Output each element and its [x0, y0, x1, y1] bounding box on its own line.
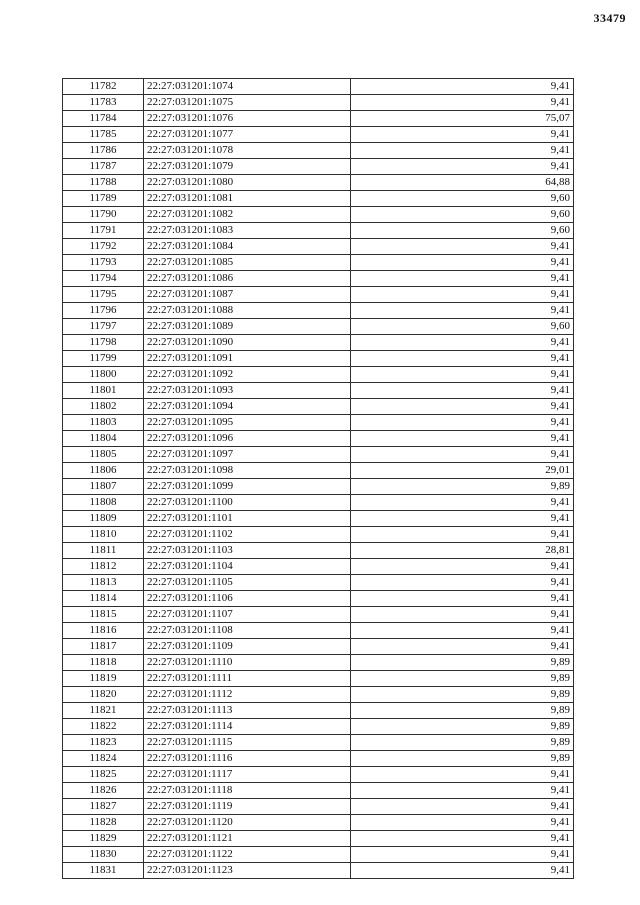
- timestamp-cell: 22:27:031201:1118: [144, 783, 351, 799]
- timestamp-cell: 22:27:031201:1115: [144, 735, 351, 751]
- record-id-cell: 11821: [63, 703, 144, 719]
- timestamp-cell: 22:27:031201:1123: [144, 863, 351, 879]
- record-id-cell: 11796: [63, 303, 144, 319]
- timestamp-cell: 22:27:031201:1100: [144, 495, 351, 511]
- table-row: [63, 527, 574, 543]
- value-cell: 9,41: [351, 335, 574, 351]
- value-cell: 9,41: [351, 239, 574, 255]
- record-id-cell: 11800: [63, 367, 144, 383]
- timestamp-cell: 22:27:031201:1097: [144, 447, 351, 463]
- table-row: [63, 207, 574, 223]
- record-id-cell: 11808: [63, 495, 144, 511]
- timestamp-cell: 22:27:031201:1075: [144, 95, 351, 111]
- timestamp-cell: 22:27:031201:1114: [144, 719, 351, 735]
- timestamp-cell: 22:27:031201:1113: [144, 703, 351, 719]
- record-id-cell: 11802: [63, 399, 144, 415]
- timestamp-cell: 22:27:031201:1081: [144, 191, 351, 207]
- timestamp-cell: 22:27:031201:1087: [144, 287, 351, 303]
- page-number: 33479: [593, 11, 626, 25]
- table-row: [63, 623, 574, 639]
- value-cell: 9,41: [351, 527, 574, 543]
- value-cell: 9,41: [351, 831, 574, 847]
- table-row: [63, 223, 574, 239]
- value-cell: 9,41: [351, 495, 574, 511]
- record-id-cell: 11810: [63, 527, 144, 543]
- record-id-cell: 11786: [63, 143, 144, 159]
- table-row: [63, 431, 574, 447]
- value-cell: 28,81: [351, 543, 574, 559]
- value-cell: 9,89: [351, 751, 574, 767]
- table-row: [63, 751, 574, 767]
- record-id-cell: 11827: [63, 799, 144, 815]
- table-row: [63, 367, 574, 383]
- table-row: [63, 287, 574, 303]
- table-row: [63, 111, 574, 127]
- timestamp-cell: 22:27:031201:1088: [144, 303, 351, 319]
- value-cell: 9,41: [351, 95, 574, 111]
- record-id-cell: 11784: [63, 111, 144, 127]
- value-cell: 9,41: [351, 447, 574, 463]
- record-id-cell: 11782: [63, 79, 144, 95]
- table-row: [63, 255, 574, 271]
- record-id-cell: 11790: [63, 207, 144, 223]
- table-row: [63, 575, 574, 591]
- table-row: [63, 783, 574, 799]
- table-row: [63, 559, 574, 575]
- value-cell: 9,89: [351, 671, 574, 687]
- timestamp-cell: 22:27:031201:1086: [144, 271, 351, 287]
- timestamp-cell: 22:27:031201:1121: [144, 831, 351, 847]
- record-id-cell: 11818: [63, 655, 144, 671]
- value-cell: 9,41: [351, 575, 574, 591]
- timestamp-cell: 22:27:031201:1104: [144, 559, 351, 575]
- value-cell: 9,41: [351, 847, 574, 863]
- timestamp-cell: 22:27:031201:1098: [144, 463, 351, 479]
- record-id-cell: 11826: [63, 783, 144, 799]
- record-id-cell: 11806: [63, 463, 144, 479]
- record-id-cell: 11811: [63, 543, 144, 559]
- value-cell: 9,89: [351, 655, 574, 671]
- table-row: [63, 719, 574, 735]
- log-table: [62, 78, 574, 879]
- record-id-cell: 11792: [63, 239, 144, 255]
- table-row: [63, 863, 574, 879]
- record-id-cell: 11815: [63, 607, 144, 623]
- table-row: [63, 639, 574, 655]
- record-id-cell: 11797: [63, 319, 144, 335]
- record-id-cell: 11788: [63, 175, 144, 191]
- timestamp-cell: 22:27:031201:1099: [144, 479, 351, 495]
- record-id-cell: 11783: [63, 95, 144, 111]
- timestamp-cell: 22:27:031201:1102: [144, 527, 351, 543]
- table-row: [63, 735, 574, 751]
- timestamp-cell: 22:27:031201:1084: [144, 239, 351, 255]
- table-row: [63, 127, 574, 143]
- table-row: [63, 143, 574, 159]
- value-cell: 9,41: [351, 767, 574, 783]
- value-cell: 9,41: [351, 799, 574, 815]
- table-row: [63, 383, 574, 399]
- timestamp-cell: 22:27:031201:1101: [144, 511, 351, 527]
- record-id-cell: 11819: [63, 671, 144, 687]
- value-cell: 9,41: [351, 607, 574, 623]
- value-cell: 9,41: [351, 367, 574, 383]
- timestamp-cell: 22:27:031201:1076: [144, 111, 351, 127]
- record-id-cell: 11795: [63, 287, 144, 303]
- table-row: [63, 543, 574, 559]
- table-row: [63, 399, 574, 415]
- record-id-cell: 11825: [63, 767, 144, 783]
- timestamp-cell: 22:27:031201:1094: [144, 399, 351, 415]
- record-id-cell: 11816: [63, 623, 144, 639]
- record-id-cell: 11823: [63, 735, 144, 751]
- timestamp-cell: 22:27:031201:1109: [144, 639, 351, 655]
- value-cell: 9,41: [351, 127, 574, 143]
- value-cell: 9,89: [351, 703, 574, 719]
- timestamp-cell: 22:27:031201:1096: [144, 431, 351, 447]
- record-id-cell: 11793: [63, 255, 144, 271]
- timestamp-cell: 22:27:031201:1091: [144, 351, 351, 367]
- record-id-cell: 11803: [63, 415, 144, 431]
- timestamp-cell: 22:27:031201:1119: [144, 799, 351, 815]
- timestamp-cell: 22:27:031201:1082: [144, 207, 351, 223]
- timestamp-cell: 22:27:031201:1112: [144, 687, 351, 703]
- record-id-cell: 11801: [63, 383, 144, 399]
- timestamp-cell: 22:27:031201:1074: [144, 79, 351, 95]
- table-row: [63, 191, 574, 207]
- value-cell: 29,01: [351, 463, 574, 479]
- timestamp-cell: 22:27:031201:1093: [144, 383, 351, 399]
- table-row: [63, 655, 574, 671]
- table-row: [63, 495, 574, 511]
- table-row: [63, 463, 574, 479]
- value-cell: 9,89: [351, 735, 574, 751]
- table-row: [63, 703, 574, 719]
- value-cell: 9,41: [351, 271, 574, 287]
- record-id-cell: 11828: [63, 815, 144, 831]
- table-row: [63, 671, 574, 687]
- table-row: [63, 591, 574, 607]
- value-cell: 9,41: [351, 351, 574, 367]
- timestamp-cell: 22:27:031201:1107: [144, 607, 351, 623]
- record-id-cell: 11794: [63, 271, 144, 287]
- value-cell: 9,41: [351, 591, 574, 607]
- record-id-cell: 11820: [63, 687, 144, 703]
- table-row: [63, 415, 574, 431]
- timestamp-cell: 22:27:031201:1103: [144, 543, 351, 559]
- value-cell: 75,07: [351, 111, 574, 127]
- record-id-cell: 11817: [63, 639, 144, 655]
- table-row: [63, 271, 574, 287]
- timestamp-cell: 22:27:031201:1106: [144, 591, 351, 607]
- record-id-cell: 11787: [63, 159, 144, 175]
- table-row: [63, 799, 574, 815]
- value-cell: 9,41: [351, 383, 574, 399]
- table-row: [63, 511, 574, 527]
- timestamp-cell: 22:27:031201:1089: [144, 319, 351, 335]
- value-cell: 9,60: [351, 207, 574, 223]
- record-id-cell: 11813: [63, 575, 144, 591]
- timestamp-cell: 22:27:031201:1078: [144, 143, 351, 159]
- table-row: [63, 175, 574, 191]
- record-id-cell: 11812: [63, 559, 144, 575]
- value-cell: 9,60: [351, 319, 574, 335]
- record-id-cell: 11814: [63, 591, 144, 607]
- record-id-cell: 11785: [63, 127, 144, 143]
- timestamp-cell: 22:27:031201:1077: [144, 127, 351, 143]
- record-id-cell: 11822: [63, 719, 144, 735]
- value-cell: 9,41: [351, 639, 574, 655]
- table-row: [63, 319, 574, 335]
- value-cell: 64,88: [351, 175, 574, 191]
- table-row: [63, 447, 574, 463]
- record-id-cell: 11830: [63, 847, 144, 863]
- table-row: [63, 335, 574, 351]
- value-cell: 9,41: [351, 863, 574, 879]
- timestamp-cell: 22:27:031201:1120: [144, 815, 351, 831]
- record-id-cell: 11799: [63, 351, 144, 367]
- record-id-cell: 11805: [63, 447, 144, 463]
- value-cell: 9,41: [351, 143, 574, 159]
- timestamp-cell: 22:27:031201:1092: [144, 367, 351, 383]
- value-cell: 9,41: [351, 415, 574, 431]
- value-cell: 9,41: [351, 783, 574, 799]
- table-row: [63, 95, 574, 111]
- record-id-cell: 11829: [63, 831, 144, 847]
- record-id-cell: 11804: [63, 431, 144, 447]
- value-cell: 9,60: [351, 191, 574, 207]
- record-id-cell: 11798: [63, 335, 144, 351]
- table-row: [63, 815, 574, 831]
- record-id-cell: 11831: [63, 863, 144, 879]
- value-cell: 9,41: [351, 431, 574, 447]
- table-row: [63, 303, 574, 319]
- timestamp-cell: 22:27:031201:1122: [144, 847, 351, 863]
- record-id-cell: 11807: [63, 479, 144, 495]
- value-cell: 9,89: [351, 719, 574, 735]
- table-row: [63, 831, 574, 847]
- timestamp-cell: 22:27:031201:1090: [144, 335, 351, 351]
- table-row: [63, 159, 574, 175]
- record-id-cell: 11789: [63, 191, 144, 207]
- timestamp-cell: 22:27:031201:1111: [144, 671, 351, 687]
- value-cell: 9,41: [351, 399, 574, 415]
- table-row: [63, 767, 574, 783]
- value-cell: 9,41: [351, 623, 574, 639]
- record-id-cell: 11824: [63, 751, 144, 767]
- timestamp-cell: 22:27:031201:1110: [144, 655, 351, 671]
- timestamp-cell: 22:27:031201:1083: [144, 223, 351, 239]
- value-cell: 9,41: [351, 511, 574, 527]
- timestamp-cell: 22:27:031201:1116: [144, 751, 351, 767]
- table-row: [63, 351, 574, 367]
- record-id-cell: 11791: [63, 223, 144, 239]
- timestamp-cell: 22:27:031201:1080: [144, 175, 351, 191]
- value-cell: 9,60: [351, 223, 574, 239]
- value-cell: 9,41: [351, 559, 574, 575]
- value-cell: 9,41: [351, 815, 574, 831]
- timestamp-cell: 22:27:031201:1079: [144, 159, 351, 175]
- table-row: [63, 239, 574, 255]
- value-cell: 9,89: [351, 687, 574, 703]
- value-cell: 9,41: [351, 255, 574, 271]
- log-table-body: [63, 79, 574, 879]
- timestamp-cell: 22:27:031201:1085: [144, 255, 351, 271]
- timestamp-cell: 22:27:031201:1095: [144, 415, 351, 431]
- value-cell: 9,41: [351, 79, 574, 95]
- timestamp-cell: 22:27:031201:1105: [144, 575, 351, 591]
- table-row: [63, 687, 574, 703]
- record-id-cell: 11809: [63, 511, 144, 527]
- table-row: [63, 479, 574, 495]
- timestamp-cell: 22:27:031201:1108: [144, 623, 351, 639]
- table-row: [63, 79, 574, 95]
- value-cell: 9,41: [351, 287, 574, 303]
- value-cell: 9,41: [351, 303, 574, 319]
- timestamp-cell: 22:27:031201:1117: [144, 767, 351, 783]
- table-row: [63, 847, 574, 863]
- value-cell: 9,41: [351, 159, 574, 175]
- value-cell: 9,89: [351, 479, 574, 495]
- table-row: [63, 607, 574, 623]
